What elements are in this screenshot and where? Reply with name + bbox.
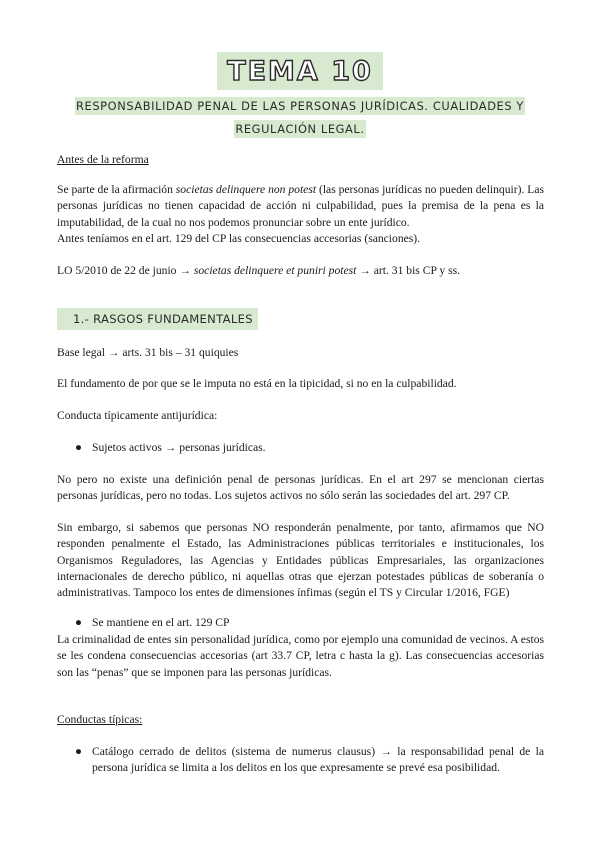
paragraph-criminalidad: La criminalidad de entes sin personalidad jurídica, como por ejemplo una comunidad de vecinos. A estos se les condena consecuencias accesorias (art 33.7 CP, letra c hasta la g). Las consecuencias accesorias son las “penas” que se imponen para las personas jurídicas. — [57, 633, 544, 679]
conducta-label: Conducta típicamente antijurídica: — [57, 409, 218, 422]
paragraph-sin-embargo: Sin embargo, si sabemos que personas NO responderán penalmente, por tanto, afirmamos que NO responden penalmente el Estado, las Administraciones públicas territoriales e institucionales, los Organismos Reguladores, las Agencias y Entidades públicas Empresariales, las organizaciones internacionales de derecho público, ni aquellas otras que ejerzan potestades públicas de soberanía o administrativas. Tampoco los entes de dimensiones ínfimas (según el TS y Circular 1/2016, FGE) — [57, 521, 544, 600]
fundamento: El fundamento de por que se le imputa no está en la tipicidad, si no en la culpabilidad. — [57, 377, 457, 390]
list-item — [75, 744, 544, 777]
antes-p1-c: Antes teníamos en el art. 129 del CP las consecuencias accesorias (sanciones). — [57, 231, 421, 245]
title-wrap — [0, 52, 600, 90]
list-item — [75, 440, 544, 456]
lo-b: → art. 31 bis CP y ss. — [359, 264, 460, 277]
lo-line — [57, 263, 544, 279]
antes-p1-b: (las personas jurídicas no pueden delinquir). Las personas jurídicas no tienen capacidad de acción ni culpabilidad, pues la premisa de la pena es la imputabilidad, de la cual no nos podemos pronunciar sobre un ente jurídico. — [57, 183, 545, 229]
bullet-text: Se mantiene en el art. 129 CP — [92, 616, 230, 629]
antes-paragraph — [57, 182, 544, 247]
page-subtitle — [60, 95, 540, 141]
base-legal: Base legal → arts. 31 bis – 31 quiquies — [57, 346, 239, 359]
bullet-icon: ● — [75, 616, 83, 629]
list-item — [75, 615, 544, 631]
bullet-text: Sujetos activos → personas jurídicas. — [92, 441, 266, 454]
antes-p1-italic: societas delinquere non potest — [175, 183, 317, 196]
antes-heading: Antes de la reforma — [57, 153, 149, 166]
subtitle-text: RESPONSABILIDAD PENAL DE LAS PERSONAS JURÍDICAS. CUALIDADES Y REGULACIÓN LEGAL. — [76, 99, 524, 136]
conductas-tipicas-heading: Conductas típicas: — [57, 713, 143, 726]
section-heading-rasgos: 1.- RASGOS FUNDAMENTALES — [57, 308, 258, 330]
lo-a: LO 5/2010 de 22 de junio → — [57, 264, 191, 277]
bullet-icon: ● — [75, 441, 83, 454]
bullet-icon: ● — [75, 745, 83, 758]
lo-italic: societas delinquere et puniri potest — [193, 264, 357, 277]
antes-p1-a: Se parte de la afirmación — [57, 183, 176, 196]
page-title: TEMA 10 — [217, 52, 383, 90]
bullet-text: Catálogo cerrado de delitos (sistema de numerus clausus) → la responsabilidad penal de la persona jurídica se limita a los delitos en los que expresamente se prevé esa posibilidad. — [92, 745, 544, 775]
paragraph-no-existe: No pero no existe una definición penal de personas jurídicas. En el art 297 se mencionan ciertas personas jurídicas, pero no todas. Los sujetos activos no sólo serán las sociedades del art. 297 CP. — [57, 473, 544, 503]
